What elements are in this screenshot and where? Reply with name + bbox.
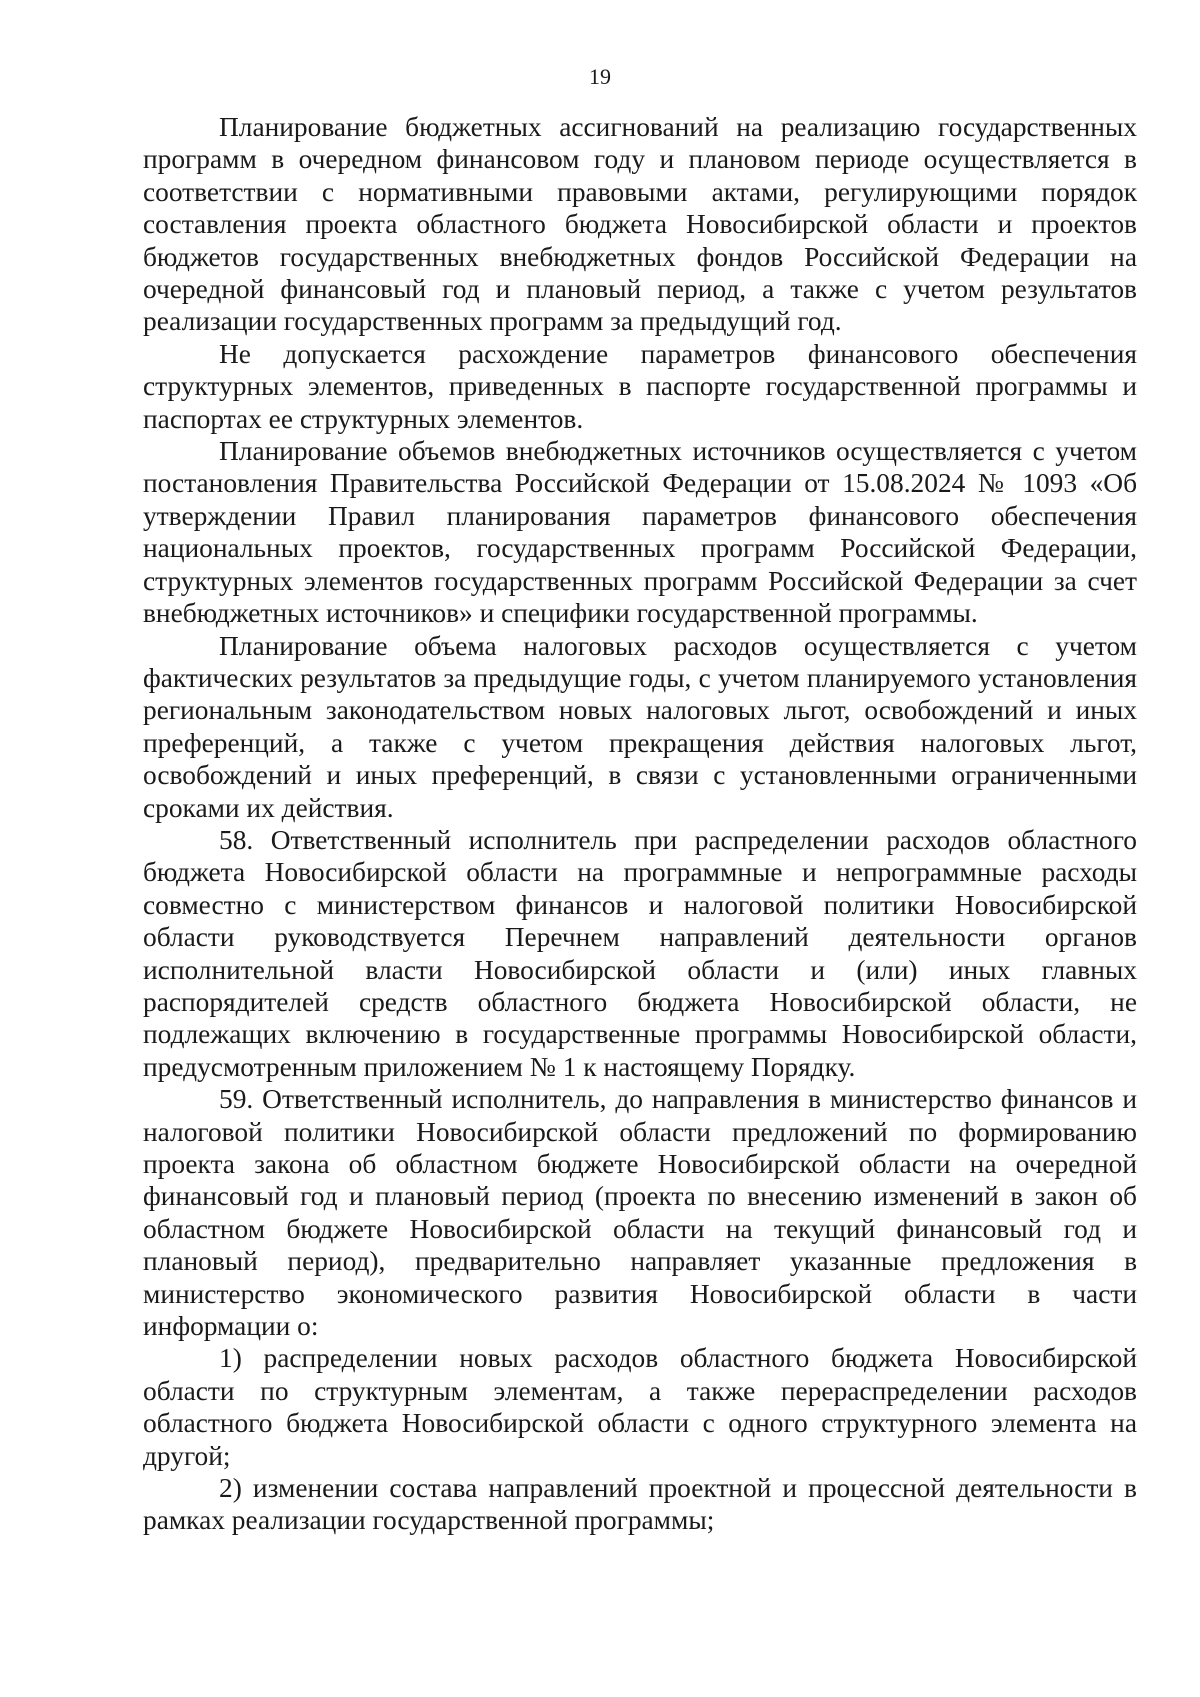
paragraph-subitem-2: 2) изменении состава направлений проектной и процессной деятельности в рамках реализации государственной программы; [143,1473,1137,1536]
paragraph-extrabudgetary-sources: Планирование объемов внебюджетных источников осуществляется с учетом постановления Правительства Российской Федерации от 15.08.2024 № 1093 «Об утверждении Правил планирования параметров финансового обеспечения национальных проектов, государственных программ Российской Федерации, структурных элементов государственных программ Российской Федерации за счет внебюджетных источников» и специфики государственной программы. [143,436,1137,629]
page-number: 19 [589,64,611,89]
paragraph-item-59: 59. Ответственный исполнитель, до направления в министерство финансов и налоговой политики Новосибирской области предложений по формированию проекта закона об областном бюджете Новосибирской области на очередной финансовый год и плановый период (проекта по внесению изменений в закон об областном бюджете Новосибирской области на текущий финансовый год и плановый период), предварительно направляет указанные предложения в министерство экономического развития Новосибирской области в части информации о: [143,1084,1137,1342]
document-body [143,111,1137,1537]
paragraph-discrepancy: Не допускается расхождение параметров финансового обеспечения структурных элементов, приведенных в паспорте государственной программы и паспортах ее структурных элементов. [143,338,1137,434]
paragraph-item-58: 58. Ответственный исполнитель при распределении расходов областного бюджета Новосибирской области на программные и непрограммные расходы совместно с министерством финансов и налоговой политики Новосибирской области руководствуется Перечнем направлений деятельности органов исполнительной власти Новосибирской области и (или) иных главных распорядителей средств областного бюджета Новосибирской области, не подлежащих включению в государственные программы Новосибирской области, предусмотренным приложением № 1 к настоящему Порядку. [143,824,1137,1082]
paragraph-tax-expenditures: Планирование объема налоговых расходов осуществляется с учетом фактических результатов за предыдущие годы, с учетом планируемого установления региональным законодательством новых налоговых льгот, освобождений и иных преференций, а также с учетом прекращения действия налоговых льгот, освобождений и иных преференций, в связи с установленными ограниченными сроками их действия. [143,630,1137,823]
paragraph-budget-planning: Планирование бюджетных ассигнований на реализацию государственных программ в очередном финансовом году и плановом периоде осуществляется в соответствии с нормативными правовыми актами, регулирующими порядок составления проекта областного бюджета Новосибирской области и проектов бюджетов государственных внебюджетных фондов Российской Федерации на очередной финансовый год и плановый период, а также с учетом результатов реализации государственных программ за предыдущий год. [143,112,1137,337]
paragraph-subitem-1: 1) распределении новых расходов областного бюджета Новосибирской области по структурным элементам, а также перераспределении расходов областного бюджета Новосибирской области с одного структурного элемента на другой; [143,1343,1137,1471]
